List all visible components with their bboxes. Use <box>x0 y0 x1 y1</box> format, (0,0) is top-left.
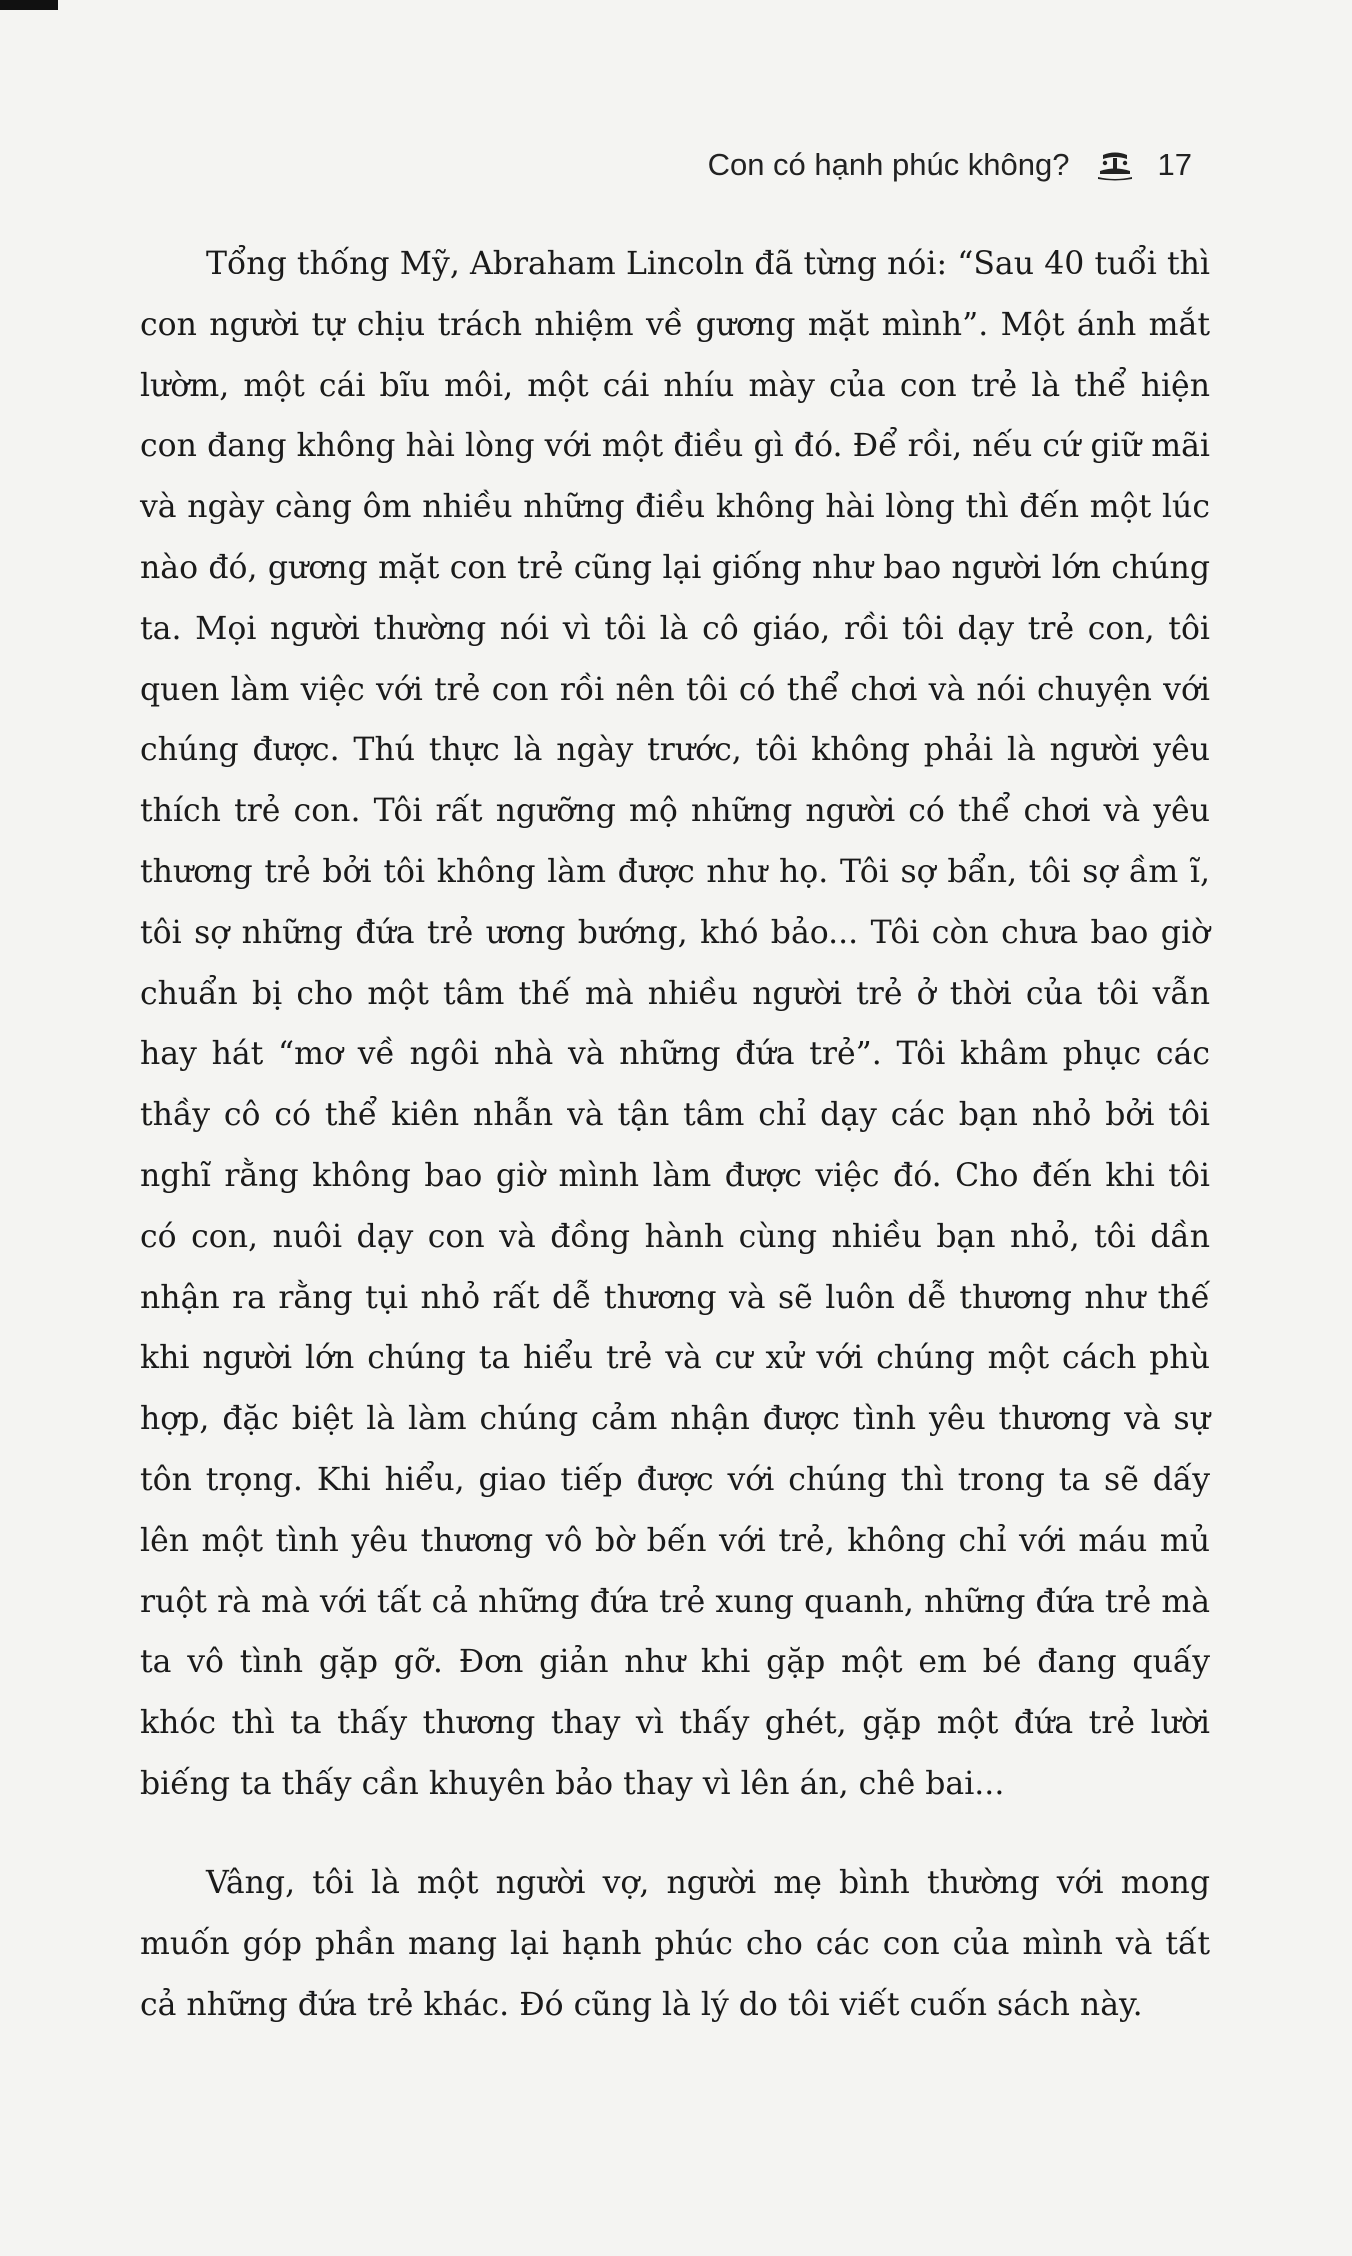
scan-corner-mark <box>0 0 58 10</box>
body-paragraph-2: Vâng, tôi là một người vợ, người mẹ bình thường với mong muốn góp phần mang lại hạnh phúc cho các con của mình và tất cả những đứa trẻ khác. Đó cũng là lý do tôi viết cuốn sách này. <box>140 1865 1210 2023</box>
body-paragraph-1: Tổng thống Mỹ, Abraham Lincoln đã từng nói: “Sau 40 tuổi thì con người tự chịu trách nhiệm về gương mặt mình”. Một ánh mắt lườm, một cái bĩu môi, một cái nhíu mày của con trẻ là thể hiện con đang không hài lòng với một điều gì đó. Để rồi, nếu cứ giữ mãi và ngày càng ôm nhiều những điều không hài lòng thì đến một lúc nào đó, gương mặt con trẻ cũng lại giống như bao người lớn chúng ta. Mọi người thường nói vì tôi là cô giáo, rồi tôi dạy trẻ con, tôi quen làm việc với trẻ con rồi nên tôi có thể chơi và nói chuyện với chúng được. Thú thực là ngày trước, tôi không phải là người yêu thích trẻ con. Tôi rất ngưỡng mộ những người có thể chơi và yêu thương trẻ bởi tôi không làm được như họ. Tôi sợ bẩn, tôi sợ ầm ĩ, tôi sợ những đứa trẻ ương bướng, khó bảo... Tôi còn chưa bao giờ chuẩn bị cho một tâm thế mà nhiều người trẻ ở thời của tôi vẫn hay hát “mơ về ngôi nhà và những đứa trẻ”. Tôi khâm phục các thầy cô có thể kiên nhẫn và tận tâm chỉ dạy các bạn nhỏ bởi tôi nghĩ rằng không bao giờ mình làm được việc đó. Cho đến khi tôi có con, nuôi dạy con và đồng hành cùng nhiều bạn nhỏ, tôi dần nhận ra rằng tụi nhỏ rất dễ thương và sẽ luôn dễ thương như thế khi người lớn chúng ta hiểu trẻ và cư xử với chúng một cách phù hợp, đặc biệt là làm chúng cảm nhận được tình yêu thương và sự tôn trọng. Khi hiểu, giao tiếp được với chúng thì trong ta sẽ dấy lên một tình yêu thương vô bờ bến với trẻ, không chỉ với máu mủ ruột rà mà với tất cả những đứa trẻ xung quanh, những đứa trẻ mà ta vô tình gặp gỡ. Đơn giản như khi gặp một em bé đang quấy khóc thì ta thấy thương thay vì thấy ghét, gặp một đứa trẻ lười biếng ta thấy cần khuyên bảo thay vì lên án, chê bai... <box>140 246 1210 1802</box>
page-number: 17 <box>1157 147 1192 182</box>
running-header <box>708 143 1192 187</box>
cradle-icon <box>1096 151 1134 181</box>
chapter-title: Con có hạnh phúc không? <box>707 147 1070 182</box>
